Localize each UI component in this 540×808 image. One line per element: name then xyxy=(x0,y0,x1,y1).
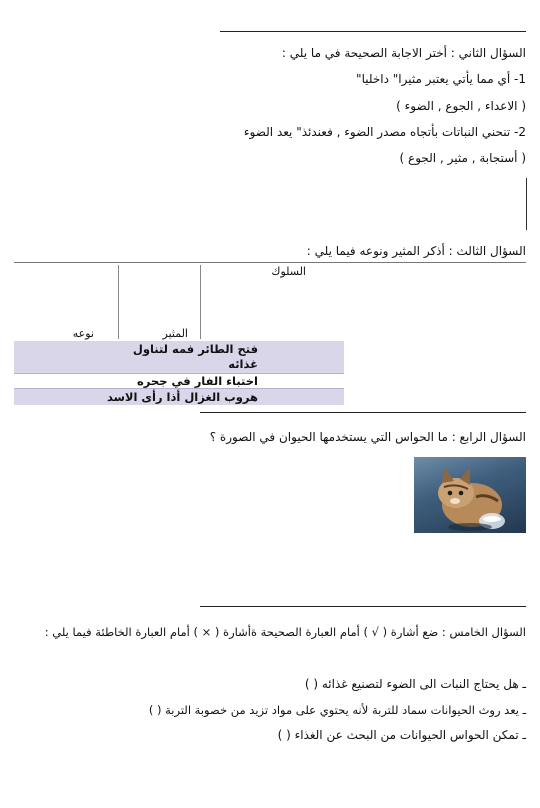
col-type-header: نوعه xyxy=(72,327,94,340)
kitten-illustration xyxy=(414,457,526,533)
q5-item-1: ـ هل يحتاج النبات الى الضوء لتصنيع غذائه ( ) xyxy=(304,677,526,691)
q3-title: السؤال الثالث : أذكر المثير ونوعه فيما يلي : xyxy=(306,244,526,258)
col-stimulus-header: المثير xyxy=(162,327,188,340)
q2-options-1: ( الاعداء , الجوع , الضوء ) xyxy=(396,99,526,113)
table-top-line xyxy=(14,262,526,263)
table-col-divider-1 xyxy=(118,265,119,339)
table-row-text: هروب الغزال أذا رأى الاسد xyxy=(106,390,258,404)
q5-divider xyxy=(200,606,526,607)
q2-item-1: 1- أي مما يأتي يعتبر مثيرا" داخليا" xyxy=(356,72,526,86)
q4-divider xyxy=(200,412,526,413)
table-col-divider-2 xyxy=(200,265,201,339)
q2-item-2: 2- تنحني النباتات بأتجاه مصدر الضوء , فعندئذ" يعد الضوء xyxy=(243,125,526,139)
q5-item-3: ـ تمكن الحواس الحيوانات من البحث عن الغذاء ( ) xyxy=(277,728,526,742)
table-row-text: اختباء الفار في جحره xyxy=(137,374,258,388)
q5-item-2: ـ يعد روث الحيوانات سماد للتربة لأنه يحتوي على مواد تزيد من خصوبة التربة ( ) xyxy=(148,703,526,717)
q4-title: السؤال الرابع : ما الحواس التي يستخدمها الحيوان في الصورة ؟ xyxy=(209,430,526,444)
table-row-text: غذائه xyxy=(228,357,258,371)
q2-title: السؤال الثاني : أختر الاجابة الصحيحة في ما يلي : xyxy=(281,46,526,60)
q5-title: السؤال الخامس : ضع أشارة ( √ ) أمام العبارة الصحيحة ةأشارة ( × ) أمام العبارة الخاطئة فيما يلي : xyxy=(44,625,526,639)
top-divider xyxy=(220,31,526,32)
kitten-photo xyxy=(414,457,526,533)
margin-mark xyxy=(526,178,527,230)
col-behavior-header: السلوك xyxy=(271,265,306,278)
table-row-text: فتح الطائر فمه لتناول xyxy=(132,342,258,356)
table-row-line xyxy=(14,388,344,389)
q2-options-2: ( أستجابة , مثير , الجوع ) xyxy=(399,151,526,165)
